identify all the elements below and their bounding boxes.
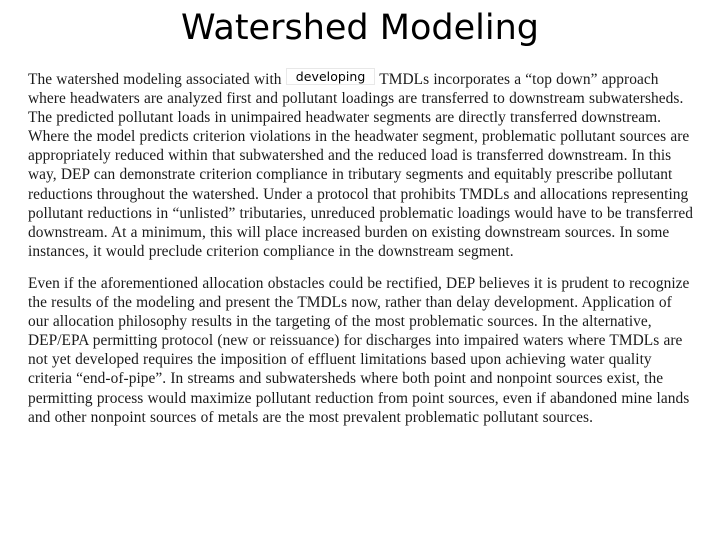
slide-title: Watershed Modeling bbox=[181, 8, 539, 48]
overlay-label-developing: developing bbox=[286, 68, 376, 85]
document-excerpt bbox=[28, 70, 696, 427]
paragraph1-text-before-overlay: The watershed modeling associated with bbox=[28, 71, 282, 88]
paragraph-allocation-philosophy: Even if the aforementioned allocation obstacles could be rectified, DEP believes it is prudent to recognize the results of the modeling and present the TMDLs now, rather than delay development. Application of our allocation philosophy results in the targeting of the most problematic sources. In the alternative, DEP/EPA permitting protocol (new or reissuance) for discharges into impaired waters where TMDLs are not yet developed requires the imposition of effluent limitations based upon achieving water quality criteria “end-of-pipe”. In streams and subwatersheds where both point and nonpoint sources exist, the permitting process would maximize pollutant reduction from point sources, even if abandoned mine lands and other nonpoint sources of metals are the most prevalent problematic pollutant sources. bbox=[28, 274, 690, 426]
paragraph-top-down-modeling bbox=[28, 70, 696, 261]
paragraph1-text-after-overlay: TMDLs incorporates a “top down” approach where headwaters are analyzed first and pollutant loadings are transferred to downstream subwatersheds. The predicted pollutant loads in unimpaired headwater segments are directly transferred downstream. Where the model predicts criterion violations in the headwater segment, problematic pollutant sources are appropriately reduced within that subwatershed and the reduced load is transferred downstream. In this way, DEP can demonstrate criterion compliance in tributary segments and equitably prescribe pollutant reductions throughout the watershed. Under a protocol that prohibits TMDLs and allocations representing pollutant reductions in “unlisted” tributaries, unreduced problematic loadings would have to be transferred downstream. At a minimum, this will place increased burden on existing downstream sources. In some instances, it would preclude criterion compliance in the downstream segment. bbox=[28, 71, 693, 260]
